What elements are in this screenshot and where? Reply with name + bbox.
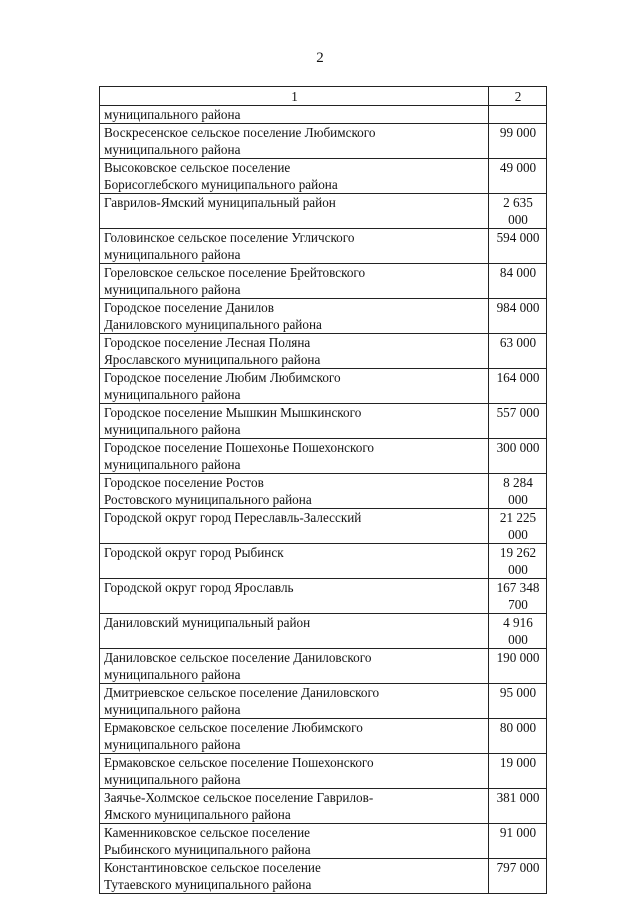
table-row bbox=[100, 474, 547, 509]
municipality-name-cell bbox=[100, 684, 489, 719]
table-row bbox=[100, 684, 547, 719]
municipality-name-cell bbox=[100, 404, 489, 439]
table-row bbox=[100, 859, 547, 894]
amount-cell: 19 000 bbox=[489, 754, 547, 789]
municipality-name-line: Головинское сельское поселение Угличского bbox=[104, 230, 355, 245]
municipality-name-line: муниципального района bbox=[104, 457, 241, 472]
municipality-name-line: муниципального района bbox=[104, 737, 241, 752]
amount-cell: 8 284 000 bbox=[489, 474, 547, 509]
table-row bbox=[100, 159, 547, 194]
municipality-name-line: Городской округ город Ярославль bbox=[104, 580, 294, 595]
amount-cell: 21 225 000 bbox=[489, 509, 547, 544]
table-row bbox=[100, 614, 547, 649]
amount-cell: 99 000 bbox=[489, 124, 547, 159]
municipality-name-cell bbox=[100, 124, 489, 159]
table-row bbox=[100, 229, 547, 264]
amount-cell: 557 000 bbox=[489, 404, 547, 439]
municipality-name-line: муниципального района bbox=[104, 422, 241, 437]
municipality-name-line: Борисоглебского муниципального района bbox=[104, 177, 338, 192]
table-row bbox=[100, 404, 547, 439]
amount-cell: 167 348 700 bbox=[489, 579, 547, 614]
table-body bbox=[100, 106, 547, 894]
amount-cell: 2 635 000 bbox=[489, 194, 547, 229]
allocation-table bbox=[99, 86, 547, 894]
municipality-name-line: муниципального района bbox=[104, 107, 241, 122]
municipality-name-line: Тутаевского муниципального района bbox=[104, 877, 312, 892]
amount-cell: 4 916 000 bbox=[489, 614, 547, 649]
municipality-name-line: Городское поселение Пошехонье Пошехонского bbox=[104, 440, 375, 455]
table-row bbox=[100, 754, 547, 789]
municipality-name-line: муниципального района bbox=[104, 282, 241, 297]
municipality-name-line: Ростовского муниципального района bbox=[104, 492, 312, 507]
municipality-name-cell bbox=[100, 649, 489, 684]
municipality-name-cell bbox=[100, 789, 489, 824]
municipality-name-cell bbox=[100, 159, 489, 194]
amount-cell: 381 000 bbox=[489, 789, 547, 824]
page-number: 2 bbox=[316, 50, 324, 66]
amount-cell: 49 000 bbox=[489, 159, 547, 194]
municipality-name-cell bbox=[100, 579, 489, 614]
municipality-name-cell bbox=[100, 264, 489, 299]
amount-cell: 19 262 000 bbox=[489, 544, 547, 579]
table-row bbox=[100, 789, 547, 824]
municipality-name-cell bbox=[100, 194, 489, 229]
amount-cell: 84 000 bbox=[489, 264, 547, 299]
municipality-name-cell bbox=[100, 754, 489, 789]
table-row bbox=[100, 719, 547, 754]
amount-cell: 190 000 bbox=[489, 649, 547, 684]
municipality-name-line: Константиновское сельское поселение bbox=[104, 860, 321, 875]
amount-cell: 91 000 bbox=[489, 824, 547, 859]
municipality-name-cell bbox=[100, 474, 489, 509]
municipality-name-line: муниципального района bbox=[104, 667, 241, 682]
table-row bbox=[100, 264, 547, 299]
municipality-name-line: Ермаковское сельское поселение Любимского bbox=[104, 720, 363, 735]
municipality-name-line: Даниловский муниципальный район bbox=[104, 615, 311, 630]
municipality-name-cell bbox=[100, 334, 489, 369]
amount-cell bbox=[489, 106, 547, 124]
table-row bbox=[100, 106, 547, 124]
municipality-name-line: Городской округ город Переславль-Залесский bbox=[104, 510, 362, 525]
municipality-name-line: Городское поселение Любим Любимского bbox=[104, 370, 341, 385]
table-row bbox=[100, 649, 547, 684]
table-row bbox=[100, 124, 547, 159]
municipality-name-cell bbox=[100, 824, 489, 859]
amount-cell: 984 000 bbox=[489, 299, 547, 334]
municipality-name-line: муниципального района bbox=[104, 142, 241, 157]
municipality-name-line: Каменниковское сельское поселение bbox=[104, 825, 311, 840]
amount-cell: 80 000 bbox=[489, 719, 547, 754]
municipality-name-cell bbox=[100, 299, 489, 334]
municipality-name-cell bbox=[100, 439, 489, 474]
municipality-name-line: Ямского муниципального района bbox=[104, 807, 291, 822]
municipality-name-line: Даниловское сельское поселение Даниловского bbox=[104, 650, 372, 665]
municipality-name-line: Высоковское сельское поселение bbox=[104, 160, 291, 175]
municipality-name-line: Городское поселение Лесная Поляна bbox=[104, 335, 311, 350]
municipality-name-cell bbox=[100, 509, 489, 544]
municipality-name-line: Даниловского муниципального района bbox=[104, 317, 322, 332]
municipality-name-line: Рыбинского муниципального района bbox=[104, 842, 311, 857]
table-header-row bbox=[100, 87, 547, 106]
amount-cell: 300 000 bbox=[489, 439, 547, 474]
municipality-name-line: Заячье-Холмское сельское поселение Гаврилов- bbox=[104, 790, 374, 805]
municipality-name-cell bbox=[100, 859, 489, 894]
table-row bbox=[100, 579, 547, 614]
amount-cell: 95 000 bbox=[489, 684, 547, 719]
municipality-name-line: муниципального района bbox=[104, 387, 241, 402]
table-row bbox=[100, 299, 547, 334]
municipality-name-cell bbox=[100, 719, 489, 754]
municipality-name-line: Ярославского муниципального района bbox=[104, 352, 321, 367]
amount-cell: 797 000 bbox=[489, 859, 547, 894]
municipality-name-line: Городское поселение Данилов bbox=[104, 300, 274, 315]
amount-cell: 594 000 bbox=[489, 229, 547, 264]
column-header-2: 2 bbox=[489, 87, 547, 106]
amount-cell: 164 000 bbox=[489, 369, 547, 404]
amount-cell: 63 000 bbox=[489, 334, 547, 369]
table-row bbox=[100, 439, 547, 474]
municipality-name-line: Городское поселение Ростов bbox=[104, 475, 264, 490]
municipality-name-line: Гаврилов-Ямский муниципальный район bbox=[104, 195, 336, 210]
municipality-name-line: муниципального района bbox=[104, 702, 241, 717]
table-row bbox=[100, 369, 547, 404]
table-row bbox=[100, 509, 547, 544]
municipality-name-line: муниципального района bbox=[104, 247, 241, 262]
municipality-name-line: Воскресенское сельское поселение Любимского bbox=[104, 125, 376, 140]
municipality-name-cell bbox=[100, 544, 489, 579]
municipality-name-cell bbox=[100, 614, 489, 649]
municipality-name-line: Городской округ город Рыбинск bbox=[104, 545, 284, 560]
table-row bbox=[100, 824, 547, 859]
table-row bbox=[100, 334, 547, 369]
municipality-name-cell bbox=[100, 229, 489, 264]
municipality-name-line: Ермаковское сельское поселение Пошехонского bbox=[104, 755, 374, 770]
table-row bbox=[100, 194, 547, 229]
municipality-name-cell bbox=[100, 106, 489, 124]
table-row bbox=[100, 544, 547, 579]
column-header-1: 1 bbox=[100, 87, 489, 106]
municipality-name-line: Гореловское сельское поселение Брейтовского bbox=[104, 265, 366, 280]
municipality-name-line: Городское поселение Мышкин Мышкинского bbox=[104, 405, 362, 420]
municipality-name-cell bbox=[100, 369, 489, 404]
municipality-name-line: Дмитриевское сельское поселение Даниловского bbox=[104, 685, 380, 700]
municipality-name-line: муниципального района bbox=[104, 772, 241, 787]
